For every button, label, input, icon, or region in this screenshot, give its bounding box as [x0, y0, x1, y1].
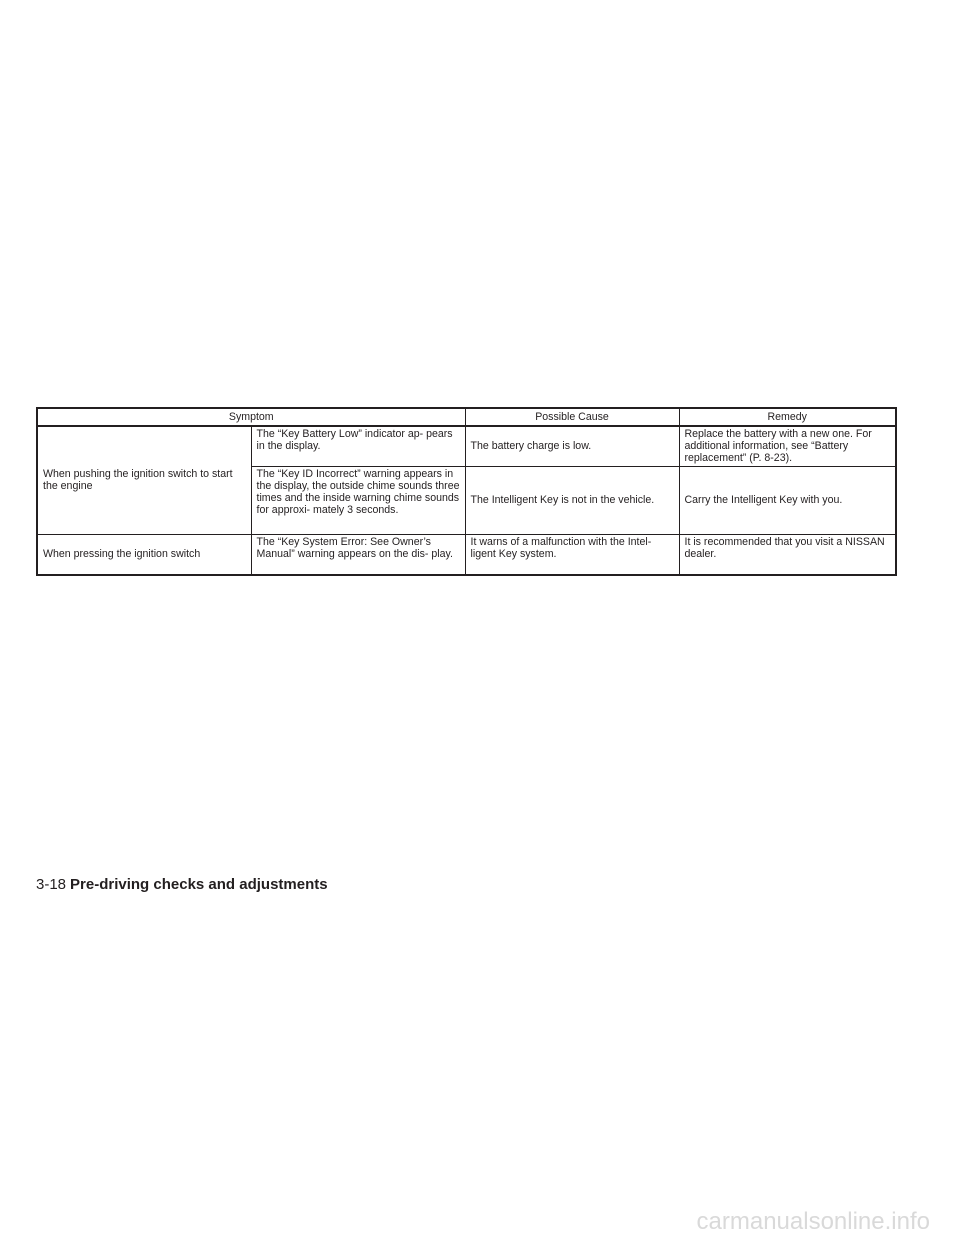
table-row	[37, 426, 896, 467]
watermark: carmanualsonline.info	[696, 1208, 930, 1235]
cause-cell: The Intelligent Key is not in the vehicle.	[465, 467, 679, 535]
indicator-cell: The “Key Battery Low” indicator ap- pears in the display.	[251, 426, 465, 467]
section-title: Pre-driving checks and adjustments	[70, 876, 328, 893]
remedy-cell: Replace the battery with a new one. For additional information, see “Battery replacement” (P. 8-23).	[679, 426, 896, 467]
troubleshooting-table	[36, 407, 897, 576]
table-row	[37, 535, 896, 576]
header-symptom: Symptom	[37, 408, 465, 426]
table-header-row	[37, 408, 896, 426]
symptom-cell: When pressing the ignition switch	[37, 535, 251, 576]
indicator-cell: The “Key ID Incorrect” warning appears in the display, the outside chime sounds three times and the inside warning chime sounds for approxi- mately 3 seconds.	[251, 467, 465, 535]
remedy-cell: It is recommended that you visit a NISSAN dealer.	[679, 535, 896, 576]
cause-cell: It warns of a malfunction with the Intel- ligent Key system.	[465, 535, 679, 576]
header-remedy: Remedy	[679, 408, 896, 426]
page-number: 3-18	[36, 876, 67, 893]
indicator-cell: The “Key System Error: See Owner’s Manual” warning appears on the dis- play.	[251, 535, 465, 576]
page-footer	[36, 876, 328, 894]
symptom-cell: When pushing the ignition switch to start the engine	[37, 426, 251, 535]
cause-cell: The battery charge is low.	[465, 426, 679, 467]
remedy-cell: Carry the Intelligent Key with you.	[679, 467, 896, 535]
header-possible-cause: Possible Cause	[465, 408, 679, 426]
